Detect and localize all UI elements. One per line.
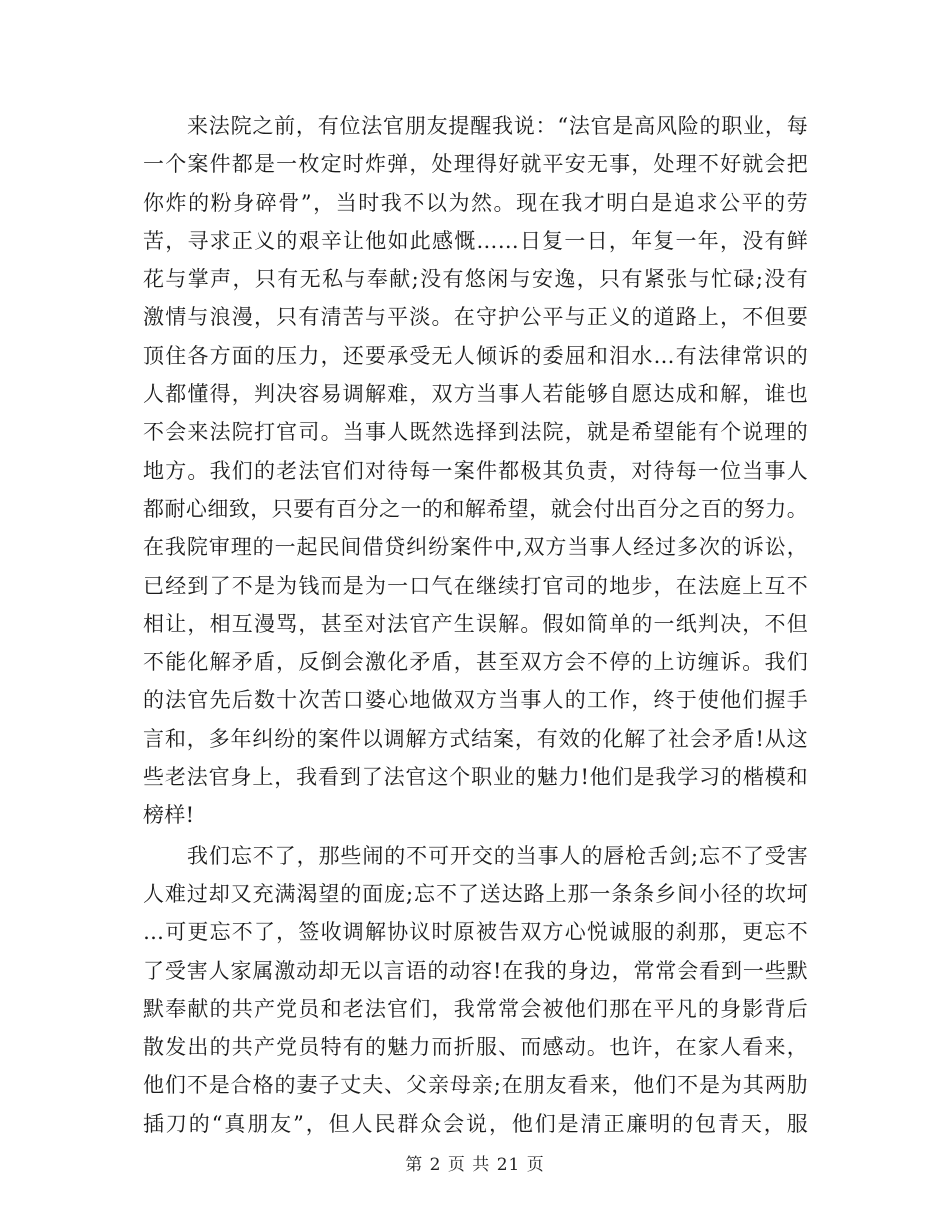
text-line: 不会来法院打官司。当事人既然选择到法院，就是希望能有个说理的 bbox=[143, 420, 808, 445]
text-line: 不能化解矛盾，反倒会激化矛盾，甚至双方会不停的上访缠诉。我们 bbox=[143, 650, 808, 675]
text-line: 人难过却又充满渴望的面庞;忘不了送达路上那一条条乡间小径的坎坷 bbox=[143, 881, 808, 906]
text-line: 些老法官身上，我看到了法官这个职业的魅力!他们是我学习的楷模和 bbox=[143, 765, 808, 790]
text-line: 你炸的粉身碎骨”，当时我不以为然。现在我才明白是追求公平的劳 bbox=[143, 190, 808, 215]
text-line: 了受害人家属激动却无以言语的动容!在我的身边，常常会看到一些默 bbox=[143, 958, 808, 983]
text-line: 都耐心细致，只要有百分之一的和解希望，就会付出百分之百的努力。 bbox=[143, 496, 808, 521]
text-line: 榜样! bbox=[143, 803, 195, 828]
text-line: 顶住各方面的压力，还要承受无人倾诉的委屈和泪水…有法律常识的 bbox=[143, 343, 808, 368]
text-line: 的法官先后数十次苦口婆心地做双方当事人的工作，终于使他们握手 bbox=[143, 688, 808, 713]
paragraph-2 bbox=[143, 837, 808, 1143]
page-number-footer: 第 2 页 共 21 页 bbox=[405, 1155, 545, 1175]
document-body bbox=[143, 107, 808, 1143]
text-line: 花与掌声，只有无私与奉献;没有悠闲与安逸，只有紧张与忙碌;没有 bbox=[143, 267, 808, 292]
text-line: 我们忘不了，那些闹的不可开交的当事人的唇枪舌剑;忘不了受害 bbox=[187, 843, 808, 868]
text-line: 在我院审理的一起民间借贷纠纷案件中,双方当事人经过多次的诉讼， bbox=[143, 535, 808, 560]
text-line: 散发出的共产党员特有的魅力而折服、而感动。也许，在家人看来， bbox=[143, 1035, 808, 1060]
text-line: 苦，寻求正义的艰辛让他如此感慨……日复一日，年复一年，没有鲜 bbox=[143, 228, 808, 253]
text-line: 地方。我们的老法官们对待每一案件都极其负责，对待每一位当事人 bbox=[143, 458, 808, 483]
text-line: 默奉献的共产党员和老法官们，我常常会被他们那在平凡的身影背后 bbox=[143, 996, 808, 1021]
text-line: 插刀的“真朋友”，但人民群众会说，他们是清正廉明的包青天，服 bbox=[143, 1111, 808, 1136]
text-line: 一个案件都是一枚定时炸弹，处理得好就平安无事，处理不好就会把 bbox=[143, 152, 808, 177]
text-line: 他们不是合格的妻子丈夫、父亲母亲;在朋友看来，他们不是为其两肋 bbox=[143, 1073, 808, 1098]
text-line: 来法院之前，有位法官朋友提醒我说：“法官是高风险的职业，每 bbox=[187, 114, 808, 138]
text-line: …可更忘不了，签收调解协议时原被告双方心悦诚服的刹那，更忘不 bbox=[143, 920, 808, 945]
text-line: 激情与浪漫，只有清苦与平淡。在守护公平与正义的道路上，不但要 bbox=[143, 305, 808, 330]
paragraph-1 bbox=[143, 107, 808, 835]
text-line: 言和，多年纠纷的案件以调解方式结案，有效的化解了社会矛盾!从这 bbox=[143, 726, 808, 751]
text-line: 相让，相互漫骂，甚至对法官产生误解。假如简单的一纸判决，不但 bbox=[143, 611, 808, 636]
text-line: 人都懂得，判决容易调解难，双方当事人若能够自愿达成和解，谁也 bbox=[143, 382, 808, 407]
text-line: 已经到了不是为钱而是为一口气在继续打官司的地步，在法庭上互不 bbox=[143, 573, 808, 598]
